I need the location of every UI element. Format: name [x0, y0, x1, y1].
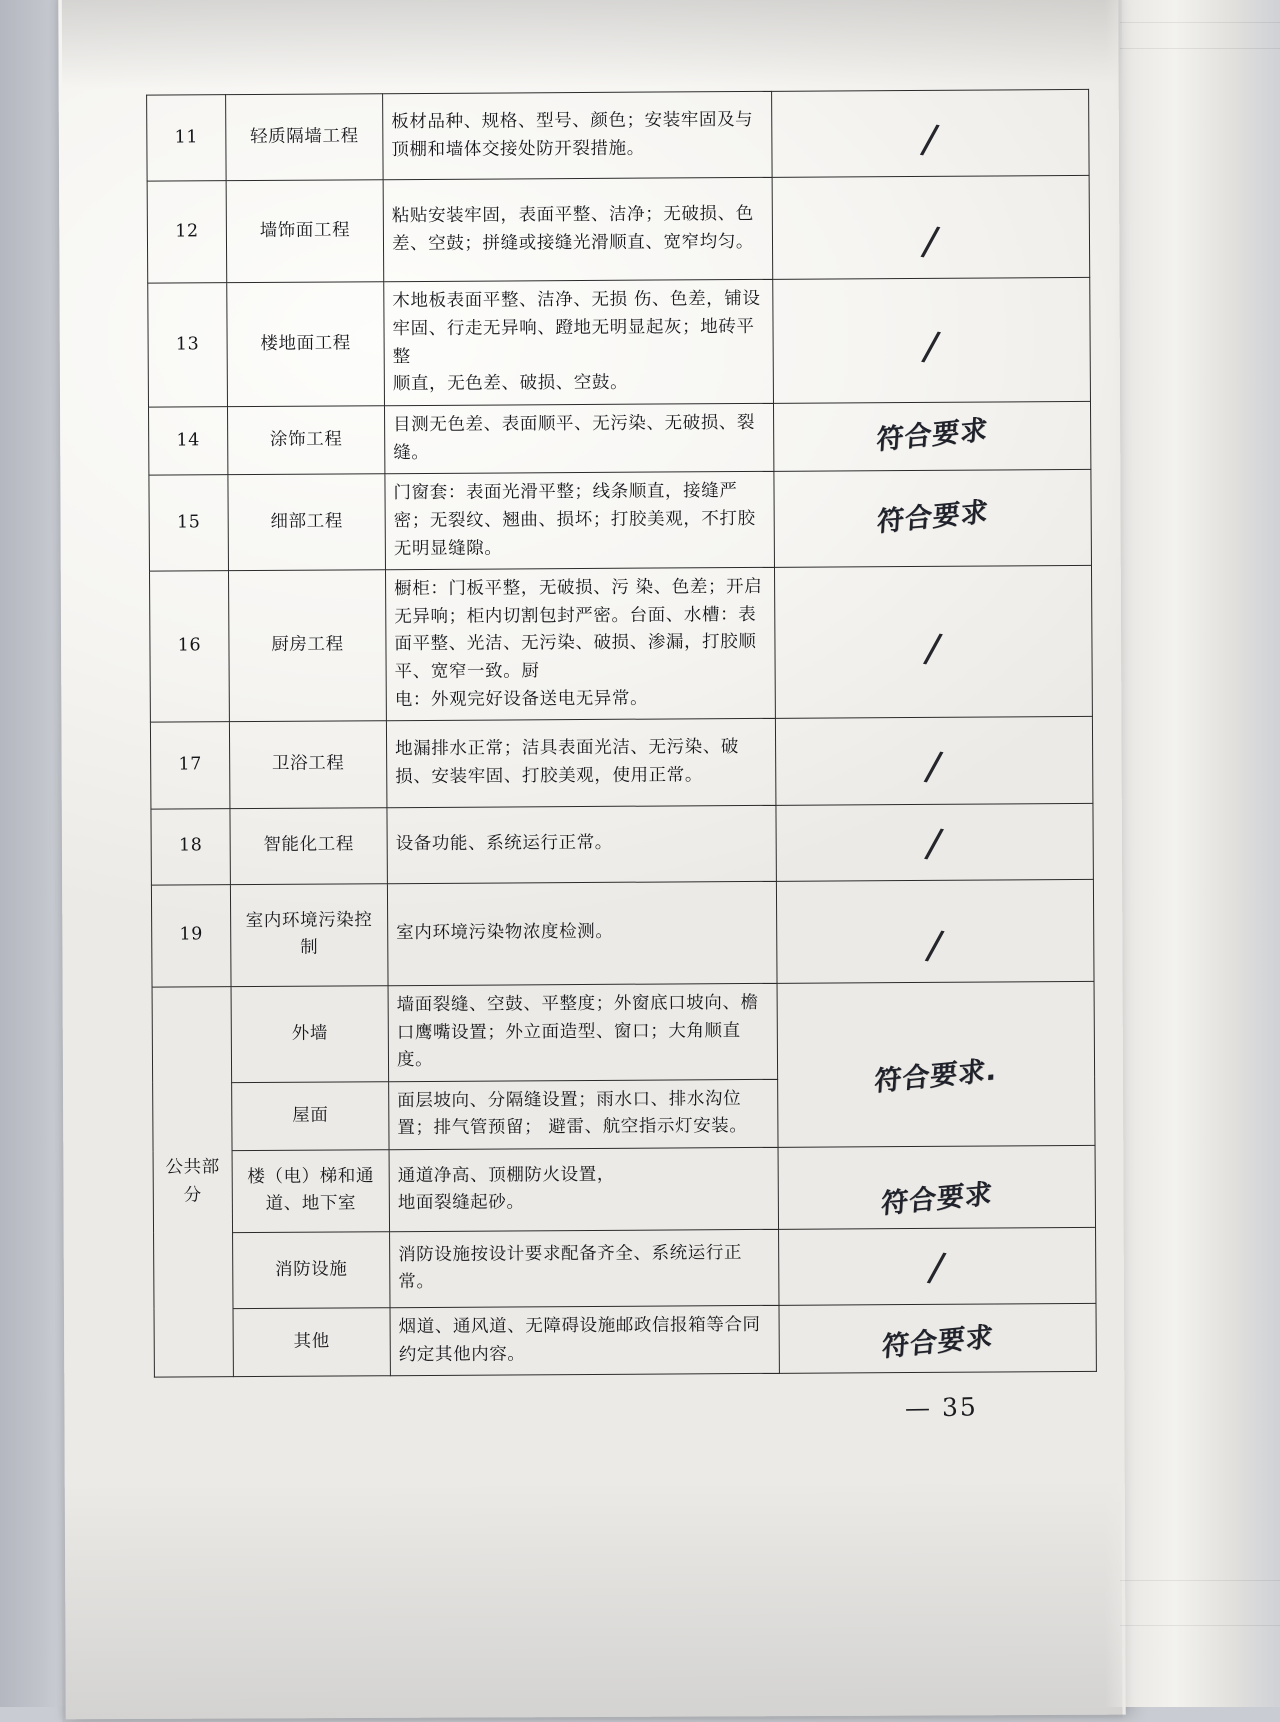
row-result: [779, 1303, 1096, 1373]
row-item: 厨房工程: [228, 570, 386, 722]
row-result: [778, 1145, 1095, 1229]
row-number: 19: [151, 884, 231, 987]
table-row: [147, 176, 1090, 284]
page-number: — 35: [904, 1392, 979, 1423]
row-description: 粘贴安装牢固，表面平整、洁净；无破损、色差、空鼓；拼缝或接缝光滑顺直、宽窄均匀。: [383, 178, 773, 283]
row-item: 细部工程: [228, 474, 386, 571]
handwriting-mark: /: [918, 115, 942, 164]
handwriting-mark: /: [923, 921, 947, 970]
row-number: 12: [147, 181, 227, 284]
table-row: [152, 981, 1095, 1083]
row-result: [772, 176, 1090, 280]
handwriting-mark: /: [922, 743, 946, 792]
row-item: 智能化工程: [230, 807, 387, 884]
handwriting-mark: 符合要求: [875, 414, 989, 457]
row-item: 屋面: [232, 1082, 389, 1151]
table-row: [153, 1145, 1095, 1232]
handwriting-mark: /: [925, 1243, 949, 1292]
row-description: 目测无色差、表面顺平、无污染、无破损、裂缝。: [384, 403, 773, 474]
row-number: 15: [149, 475, 229, 571]
row-description: 室内环境污染物浓度检测。: [387, 881, 777, 986]
table-row: [147, 89, 1090, 181]
row-result: [774, 566, 1092, 719]
row-number: 18: [151, 808, 230, 885]
row-number: 17: [150, 722, 230, 809]
paper-top-shadow: [62, 0, 1122, 89]
handwriting-mark: 符合要求.: [873, 1055, 999, 1098]
row-item: 外墙: [231, 986, 389, 1083]
row-description: 消防设施按设计要求配备齐全、系统运行正常。: [390, 1229, 779, 1308]
table-row: [150, 566, 1093, 723]
row-description: 设备功能、系统运行正常。: [387, 805, 776, 884]
row-number: 13: [148, 283, 228, 407]
handwriting-mark: 符合要求: [880, 1178, 994, 1221]
row-result: [773, 401, 1090, 471]
page-stack-edge: [1105, 0, 1280, 1707]
row-description: 墙面裂缝、空鼓、平整度；外窗底口坡向、檐口鹰嘴设置；外立面造型、窗口；大角顺直度。: [388, 983, 778, 1081]
row-number: 11: [147, 95, 227, 182]
row-item: 墙饰面工程: [226, 180, 384, 283]
row-item: 卫浴工程: [229, 721, 387, 808]
row-item: 涂饰工程: [227, 406, 384, 475]
handwriting-mark: /: [919, 218, 943, 266]
handwriting-mark: /: [919, 322, 943, 371]
handwriting-mark: /: [921, 624, 945, 673]
table-row: [154, 1303, 1096, 1377]
row-description: 板材品种、规格、型号、颜色；安装牢固及与顶棚和墙体交接处防开裂措施。: [383, 91, 773, 180]
row-item: 楼（电）梯和通道、地下室: [232, 1150, 389, 1233]
paper-bottom-shadow: [61, 1478, 1122, 1722]
handwriting-mark: 符合要求: [881, 1321, 995, 1364]
row-number: 16: [150, 571, 230, 723]
table-row: [148, 278, 1091, 407]
row-description: 烟道、通风道、无障碍设施邮政信报箱等合同约定其他内容。: [390, 1305, 779, 1376]
row-result: [776, 879, 1094, 983]
row-item: 室内环境污染控制: [230, 883, 388, 986]
table-row: [148, 401, 1090, 475]
table-row: [151, 803, 1093, 885]
table-row: [150, 717, 1093, 809]
table-row: [151, 879, 1094, 987]
row-item: 其他: [233, 1308, 390, 1377]
row-description: 面层坡向、分隔缝设置；雨水口、排水沟位置；排气管预留； 避雷、航空指示灯安装。: [389, 1079, 778, 1150]
inspection-table-wrapper: [146, 89, 1022, 1378]
row-result: [774, 470, 1092, 568]
row-description: 木地板表面平整、洁净、无损 伤、色差，铺设牢固、行走无异响、蹬地无明显起灰；地砖平整 顺直，无色差、破损、空鼓。: [384, 280, 774, 406]
row-result: [777, 981, 1095, 1147]
handwriting-mark: 符合要求: [875, 496, 990, 539]
row-result: [776, 803, 1093, 881]
row-item: 轻质隔墙工程: [226, 94, 384, 181]
row-description: 门窗套：表面光滑平整；线条顺直，接缝严密；无裂纹、翘曲、损坏；打胶美观，不打胶无明显缝隙。: [385, 472, 775, 570]
row-result: [779, 1227, 1096, 1305]
row-description: 地漏排水正常；洁具表面光洁、无污染、破损、安装牢固、打胶美观，使用正常。: [386, 719, 776, 808]
row-number: 14: [148, 407, 227, 476]
table-row: [154, 1227, 1096, 1309]
row-result: [775, 717, 1093, 805]
table-row: [149, 470, 1092, 572]
row-result: [772, 89, 1090, 177]
row-result: [773, 278, 1091, 403]
row-group-public: 公共部分: [152, 987, 233, 1378]
row-description: 橱柜：门板平整，无破损、污 染、色差；开启无异响；柜内切割包封严密。台面、水槽：表面平整、光洁、无污染、破损、渗漏，打胶顺平、宽窄一致。厨 电：外观完好设备送电无异常。: [385, 567, 775, 721]
row-item: 消防设施: [233, 1231, 390, 1308]
handwriting-mark: /: [922, 819, 946, 868]
inspection-table: [146, 89, 1097, 1378]
row-description: 通道净高、顶棚防火设置， 地面裂缝起砂。: [389, 1147, 778, 1231]
row-item: 楼地面工程: [227, 282, 385, 407]
